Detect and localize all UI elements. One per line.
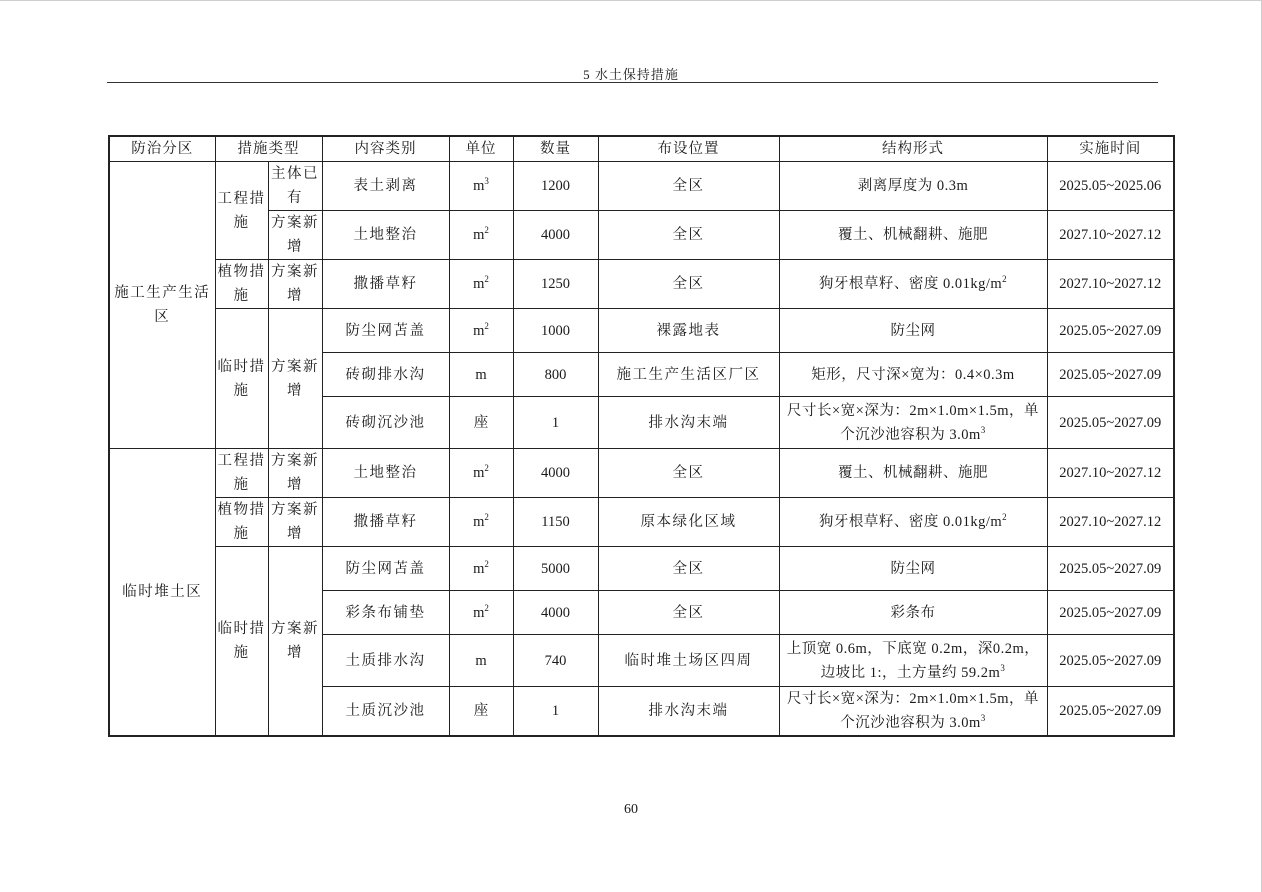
- time-cell: 2025.05~2027.09: [1047, 547, 1174, 591]
- location-cell: 原本绿化区域: [598, 498, 779, 547]
- content-cell: 撒播草籽: [322, 498, 449, 547]
- location-cell: 全区: [598, 260, 779, 309]
- quantity-cell: 1150: [513, 498, 598, 547]
- table-row: [109, 309, 1174, 353]
- measure-type-cell: 植物措施: [215, 498, 268, 547]
- time-cell: 2025.05~2027.09: [1047, 687, 1174, 737]
- measure-source-cell: 方案新增: [268, 547, 322, 737]
- structure-cell: 防尘网: [779, 547, 1047, 591]
- measure-source-cell: 方案新增: [268, 260, 322, 309]
- unit-cell: $m^2$: [449, 591, 513, 635]
- time-cell: 2027.10~2027.12: [1047, 449, 1174, 498]
- quantity-cell: 1200: [513, 162, 598, 211]
- page-border-top: [0, 0, 1262, 1]
- location-cell: 排水沟末端: [598, 687, 779, 737]
- header-rule: [107, 82, 1158, 83]
- quantity-cell: 4000: [513, 591, 598, 635]
- unit-cell: $m^2$: [449, 449, 513, 498]
- location-cell: 排水沟末端: [598, 397, 779, 449]
- measure-type-cell: 临时措施: [215, 547, 268, 737]
- quantity-cell: 5000: [513, 547, 598, 591]
- quantity-cell: 1250: [513, 260, 598, 309]
- unit-cell: m: [449, 353, 513, 397]
- location-cell: 全区: [598, 449, 779, 498]
- measure-type-cell: 工程措施: [215, 449, 268, 498]
- unit-cell: 座: [449, 687, 513, 737]
- running-header: 5 水土保持措施: [583, 67, 679, 82]
- content-cell: 砖砌沉沙池: [322, 397, 449, 449]
- structure-cell: 覆土、机械翻耕、施肥: [779, 211, 1047, 260]
- table-row: [109, 162, 1174, 211]
- unit-cell: $m^2$: [449, 498, 513, 547]
- content-cell: 防尘网苫盖: [322, 547, 449, 591]
- time-cell: 2027.10~2027.12: [1047, 498, 1174, 547]
- content-cell: 土地整治: [322, 211, 449, 260]
- column-header: 布设位置: [598, 136, 779, 162]
- quantity-cell: 4000: [513, 211, 598, 260]
- content-cell: 撒播草籽: [322, 260, 449, 309]
- structure-cell: 尺寸长×宽×深为：2m×1.0m×1.5m，单个沉沙池容积为 $3.0m^3$: [779, 687, 1047, 737]
- column-header: 防治分区: [109, 136, 215, 162]
- unit-cell: m: [449, 635, 513, 687]
- time-cell: 2027.10~2027.12: [1047, 260, 1174, 309]
- location-cell: 全区: [598, 591, 779, 635]
- quantity-cell: 4000: [513, 449, 598, 498]
- unit-cell: $m^2$: [449, 211, 513, 260]
- measure-source-cell: 主体已有: [268, 162, 322, 211]
- content-cell: 土地整治: [322, 449, 449, 498]
- structure-cell: 狗牙根草籽、密度 $0.01kg/m^2$: [779, 498, 1047, 547]
- content-cell: 表土剥离: [322, 162, 449, 211]
- structure-cell: 防尘网: [779, 309, 1047, 353]
- column-header: 结构形式: [779, 136, 1047, 162]
- quantity-cell: 1: [513, 397, 598, 449]
- structure-cell: 狗牙根草籽、密度 $0.01kg/m^2$: [779, 260, 1047, 309]
- unit-cell: 座: [449, 397, 513, 449]
- column-header: 实施时间: [1047, 136, 1174, 162]
- time-cell: 2025.05~2025.06: [1047, 162, 1174, 211]
- location-cell: 全区: [598, 547, 779, 591]
- measure-source-cell: 方案新增: [268, 498, 322, 547]
- unit-cell: $m^3$: [449, 162, 513, 211]
- table-row: [109, 547, 1174, 591]
- table-header-row: [109, 136, 1174, 162]
- time-cell: 2027.10~2027.12: [1047, 211, 1174, 260]
- location-cell: 全区: [598, 211, 779, 260]
- measure-source-cell: 方案新增: [268, 449, 322, 498]
- content-cell: 砖砌排水沟: [322, 353, 449, 397]
- structure-cell: 彩条布: [779, 591, 1047, 635]
- time-cell: 2025.05~2027.09: [1047, 353, 1174, 397]
- location-cell: 裸露地表: [598, 309, 779, 353]
- measure-source-cell: 方案新增: [268, 211, 322, 260]
- unit-cell: $m^2$: [449, 260, 513, 309]
- content-cell: 彩条布铺垫: [322, 591, 449, 635]
- structure-cell: 尺寸长×宽×深为：2m×1.0m×1.5m，单个沉沙池容积为 $3.0m^3$: [779, 397, 1047, 449]
- measure-source-cell: 方案新增: [268, 309, 322, 449]
- content-cell: 防尘网苫盖: [322, 309, 449, 353]
- content-cell: 土质排水沟: [322, 635, 449, 687]
- table-row: [109, 498, 1174, 547]
- measure-type-cell: 临时措施: [215, 309, 268, 449]
- quantity-cell: 1000: [513, 309, 598, 353]
- table-row: [109, 211, 1174, 260]
- measure-type-cell: 工程措施: [215, 162, 268, 260]
- location-cell: 临时堆土场区四周: [598, 635, 779, 687]
- table-row: [109, 449, 1174, 498]
- time-cell: 2025.05~2027.09: [1047, 635, 1174, 687]
- time-cell: 2025.05~2027.09: [1047, 591, 1174, 635]
- soil-conservation-measures-table: [108, 135, 1175, 737]
- structure-cell: 剥离厚度为 0.3m: [779, 162, 1047, 211]
- structure-cell: 矩形，尺寸深×宽为：0.4×0.3m: [779, 353, 1047, 397]
- column-header: 单位: [449, 136, 513, 162]
- structure-cell: 覆土、机械翻耕、施肥: [779, 449, 1047, 498]
- structure-cell: 上顶宽 0.6m，下底宽 0.2m，深0.2m，边坡比 1:，土方量约 $59.2m^3$: [779, 635, 1047, 687]
- column-header: 措施类型: [215, 136, 322, 162]
- zone-cell: 临时堆土区: [109, 449, 215, 737]
- quantity-cell: 740: [513, 635, 598, 687]
- column-header: 数量: [513, 136, 598, 162]
- table-row: [109, 260, 1174, 309]
- location-cell: 施工生产生活区厂区: [598, 353, 779, 397]
- unit-cell: $m^2$: [449, 309, 513, 353]
- location-cell: 全区: [598, 162, 779, 211]
- time-cell: 2025.05~2027.09: [1047, 397, 1174, 449]
- column-header: 内容类别: [322, 136, 449, 162]
- quantity-cell: 800: [513, 353, 598, 397]
- measure-type-cell: 植物措施: [215, 260, 268, 309]
- zone-cell: 施工生产生活区: [109, 162, 215, 449]
- quantity-cell: 1: [513, 687, 598, 737]
- page-number: 60: [624, 802, 638, 817]
- time-cell: 2025.05~2027.09: [1047, 309, 1174, 353]
- unit-cell: $m^2$: [449, 547, 513, 591]
- content-cell: 土质沉沙池: [322, 687, 449, 737]
